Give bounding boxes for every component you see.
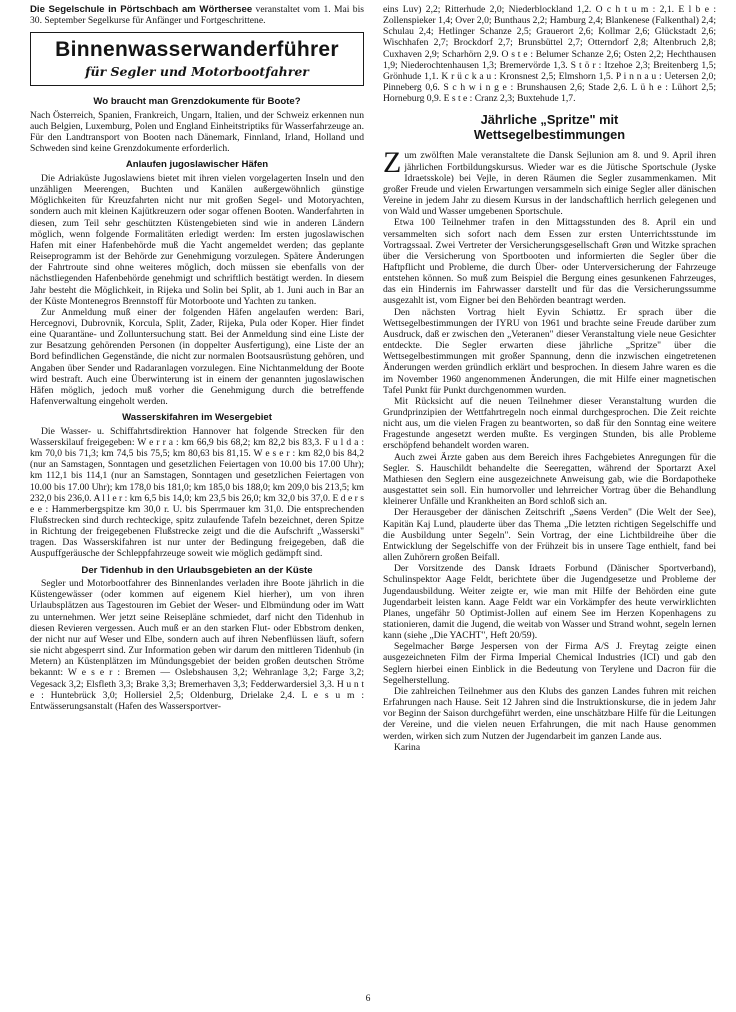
tidenhub-continuation: eins Luv) 2,2; Ritterhude 2,0; Niederblockland 1,2. O c h t u m : 2,1. E l b e : Zollenspieker 1,4; Over 2,0; Bunthaus 2,2; Hamburg 2,4; Blankenese (Falkenthal) 2,4; Schulau 2,4; Hetlinger Schanze 2,5; Grauerort 2,6; Kollmar 2,6; Glückstadt 2,6; Wischhafen 2,7; Brockdorf 2,7; Brunsbüttel 2,7; Otterndorf 2,8; Altenbruch 2,8; Cuxhaven 2,9; Scharhörn 2,9. O s t e : Belumer Schanze 2,6; Osten 2,2; Hechthausen 1,9; Niederochtenhausen 1,3; Bremervörde 1,3. S t ö r : Itzehoe 2,3; Breitenberg 1,5; Grönhude 1,1. K r ü c k a u : Kronsnest 2,5; Elmshorn 1,5. P i n n a u : Uetersen 2,0; Pinneberg 0,6. S c h w i n g e : Brunshausen 2,6; Stade 2,6. L ü h e : Lühort 2,5; Horneburg 0,9. E s t e : Cranz 2,3; Buxtehude 1,7. [383, 4, 716, 105]
section-heading: Wo braucht man Grenzdokumente für Boote? [93, 96, 301, 108]
intro-paragraph [30, 4, 364, 26]
intro-text: veranstaltet vom 1. Mai bis 30. September Segelkurse für Anfänger und Fortgeschrittene. [30, 4, 364, 27]
paragraph: Der Vorsitzende des Dansk Idraets Forbund (Dänischer Sportverband), Schulinspektor Aage Feldt, berichtete über die Jugendgesetze und Probleme der Jugendausbildung. Weiter zeigte er, wie man mit Hilfe der Behörden eine gute Jugendarbeit leisten kann. Aage Feldt war ein Vorkämpfer des heute verwirklichten Planes, ungefähr 50 Optimist-Jollen auf einem See im Herzen Kopenhagens zu stationieren, damit die Jugend, die weitab von Wasser und Strand wohnt, segeln lernen kann (siehe „Die YACHT", Heft 20/59). [383, 563, 716, 642]
paragraph: Mit Rücksicht auf die neuen Teilnehmer dieser Veranstaltung wurden die Grundprinzipien der Wettfahrtregeln noch einmal durchgesprochen. Die Zeit reichte nicht aus, um die vielen Fragen zu beantworten, so daß für den Sonntag eine weitere Fragestunde angesetzt werden mußte. Es vergingen Stunden, bis alle Probleme erschöpfend behandelt worden waren. [383, 395, 716, 452]
article-first-paragraph [383, 146, 716, 218]
first-paragraph-text: um zwölften Male veranstaltete die Dansk Sejlunion am 8. und 9. April ihren jährlichen Fortbildungskursus. Wieder war es die Jütische Sportschule (Jyske Idraetsskole) bei Vejle, in deren Räumen die Segler zusammenkamen. Mit großer Freude und vielen Erwartungen versammeln sich einige Segler aller dänischen Vereine in jedem Jahr zu diesem Kursus in der landschaftlich herrlich gelegenen und von Wald und Wasser umgebenen Sportschule. [383, 150, 716, 218]
paragraph: Auch zwei Ärzte gaben aus dem Bereich ihres Fachgebietes Anregungen für die Segler. S. Hauschildt behandelte die Seeregatten, während der Sportarzt Axel Mathiesen den Seglern eine ausgezeichnete Anweisung gab, wie die Bordapotheke ausgestattet sein soll. Ein humorvoller und lehrreicher Vortrag über die Behandlung kleinerer Unfälle und Krankheiten an Bord schloß sich an. [383, 451, 716, 508]
paragraph: Nach Österreich, Spanien, Frankreich, Ungarn, Italien, und der Schweiz erkennen nun auch Belgien, Luxemburg, Polen und England Einheitstriptiks für Wasserfahrzeuge an. Für den Landtransport von Booten nach Dänemark, Finnland, Irland, Holland und Schweden sind keine Grenzdokumente erforderlich. [30, 109, 364, 155]
page-number: 6 [365, 993, 371, 1004]
paragraph: Zur Anmeldung muß einer der folgenden Häfen angelaufen werden: Bari, Hercegnovi, Dubrovnik, Korcula, Split, Zader, Rijeka, Pula oder Koper. Hier findet eine Quarantäne- und Zolluntersuchung statt. Bei der Anmeldung sind eine Liste der zur Besatzung gehörenden Personen (in doppelter Ausfertigung), eine Liste der an Bord befindlichen Gegenstände, die nicht zur normalen Bootsausrüstung gehören, und Angaben über Sender und Radaranlagen vorzulegen. Eine Nichtanmeldung der Boote wird bestraft. Auch eine Überwinterung ist in einem der genannten jugoslawischen Häfen möglich, jedoch muß vorher die Genehmigung durch die betreffende Hafenverwaltung eingeholt werden. [30, 306, 364, 408]
section-heading: Anlaufen jugoslawischer Häfen [125, 159, 269, 171]
author-signature: Karina [394, 741, 421, 753]
article-title-line1: Jährliche „Spritze" mit [480, 112, 619, 128]
header-box-subtitle: für Segler und Motorbootfahrer [85, 64, 309, 80]
paragraph: Die Adriaküste Jugoslawiens bietet mit ihren vielen vorgelagerten Inseln und den unzähligen Meerengen, Buchten und Kanälen außergewöhnlich günstige Möglichkeiten für Kreuzfahrten nicht nur mit großen Segel- und Motoryachten, sondern auch mit kleinen Kajütkreuzern oder sogar offenen Booten. Wanderfahrten in diesen, zum Teil sehr geschützten Küstengebieten sind wie in anderen Ländern möglich, wenn folgende Formalitäten erledigt werden: Im ersten jugoslawischen Hafen mit einer Hafenbehörde muß die Yacht angemeldet werden; das geplante Reiseprogramm ist der Behörde zur Genehmigung vorzulegen. Spätere Änderungen der Fahrtroute sind ohne weiteres möglich, doch müssen sie ebenfalls von der nächstliegenden Hafenbehörde genehmigt und schriftlich bestätigt werden. In diesem Jahr besteht die Möglichkeit, in Rijeka und Solin bei Split, ab 1. Juni auch in Bar an der Küste Montenegros Brennstoff für Motorboote und Yachten zu tanken. [30, 172, 364, 307]
section-grenzdokumente [30, 96, 364, 154]
section-jugoslawische-haefen [30, 159, 364, 407]
header-box [30, 32, 364, 86]
section-heading: Wasserskifahren im Wesergebiet [122, 412, 272, 424]
left-column [30, 4, 364, 712]
header-box-title: Binnenwasserwanderführer [55, 38, 339, 62]
paragraph: Der Herausgeber der dänischen Zeitschrift „Søens Verden" (Die Welt der See), Kapitän Kaj Lund, plauderte über das Thema „Die letzten richtigen Segelschiffe und die Ausbildung unter Segeln". Sein Vortrag, der eine Lichtbildreihe über die Entwicklung der Segelschiffe von der Frühzeit bis in unsere Tage enthielt, fand bei allen Zuhörern großen Beifall. [383, 507, 716, 564]
paragraph: Den nächsten Vortrag hielt Eyvin Schiøttz. Er sprach über die Wettsegelbestimmungen der IYRU von 1961 und brachte seine Freude darüber zum Ausdruck, daß er zwischen den „Veteranen" dieser Veranstaltung viele neue Gesichter entdeckte. Die Segler erwarten diese jährliche „Spritze" über die Wettsegelbestimmungen mit großer Spannung, denn die inzwischen eingetretenen Änderungen werden gründlich erklärt und besprochen. In diesem Jahre waren es die im November 1960 angenommenen Änderungen, die mit Hilfe einer magnetischen Tafel Punkt für Punkt durchgenommen wurden. [383, 306, 716, 396]
intro-heading: Die Segelschule in Pörtschbach am Wörthersee [30, 4, 253, 15]
article-title-line2: Wettsegelbestimmungen [473, 127, 626, 143]
section-wasserski [30, 412, 364, 559]
section-heading: Der Tidenhub in den Urlaubsgebieten an der Küste [81, 564, 313, 576]
right-column [383, 4, 716, 753]
paragraph: Die Wasser- u. Schiffahrtsdirektion Hannover hat folgende Strecken für den Wasserskilauf freigegeben: W e r r a : km 66,9 bis 68,2; km 82,2 bis 83,3. F u l d a : km 70,0 bis 71,3; km 74,5 bis 75,5; km 80,63 bis 81,15. W e s e r : km 82,0 bis 84,2 (nur an Samstagen, Sonntagen und gesetzlichen Feiertagen von 10.00 bis 17.00 Uhr); km 112,1 bis 114,1 (nur an Samstagen, Sonntagen und gesetzlichen Feiertagen von 10.00 bis 17.00 Uhr); km 178,0 bis 181,0; km 185,0 bis 188,0; km 209,0 bis 213,5; km 232,0 bis 236,0. A l l e r : km 6,5 bis 14,0; km 23,5 bis 26,0; km 32,0 bis 37,0. E d e r s e e : Hammerbergspitze km 30,0 r. U. bis Sperrmauer km 31,0. Die entsprechenden Flußstrecken sind durch rechteckige, spitz zulaufende Tafeln bezeichnet, deren Spitze in Richtung der freigegebenen Flußstrecke zeigt und die die Aufschrift „Wasserski" tragen. Das Wasserskifahren ist nur unter der Bedingung freigegeben, daß die Auspuffgeräusche der Schleppfahrzeuge soweit wie möglich gedämpft sind. [30, 425, 364, 560]
paragraph: Die zahlreichen Teilnehmer aus den Klubs des ganzen Landes fuhren mit reichen Erfahrungen nach Hause. Seit 12 Jahren sind die Instruktionskurse, die in jedem Jahr vor Beginn der Saison durchgeführt werden, eine unschätzbare Hilfe für die Leitungen der Vereine, und die vielen neuen Erfahrungen, die mit nach Hause genommen werden, wirken sich zum Nutzen der Jugendarbeit im ganzen Lande aus. [383, 685, 716, 742]
section-tidenhub [30, 565, 364, 712]
drop-cap: Z [383, 146, 402, 180]
paragraph: Segler und Motorbootfahrer des Binnenlandes verladen ihre Boote jährlich in die Küstengewässer (oder kommen auf eigenem Kiel hierher), um von ihren Urlaubsplätzen aus Tagestouren im Gebiet der Weser- und Elbmündung oder im Watt zu unternehmen. Wer jetzt seine Reisepläne schmiedet, darf nicht den Tidenhub in diesen Revieren vergessen. Auch muß er an den starken Flut- oder Ebbstrom denken, der nicht nur auf Weser und Elbe, sondern auch auf ihren Nebenflüssen läuft, sofern sie nicht abgesperrt sind. Zur Information geben wir darum den mittleren Tidenhub (in Metern) an Küstenplätzen im Mündungsgebiet der beiden großen deutschen Ströme bekannt: W e s e r : Bremen — Oslebshausen 3,2; Wehranlage 3,2; Farge 3,2; Vegesack 3,2; Elsfleth 3,3; Brake 3,3; Bremerhaven 3,3; Fedderwardersiel 3,3. H u n t e : Huntebrück 3,0; Hollersiel 2,5; Oldenburg, Drielake 2,4. L e s u m : Entwässerungsanstalt (Hafen des Wassersportver- [30, 578, 364, 712]
article-title [383, 112, 716, 142]
paragraph: Etwa 100 Teilnehmer trafen in den Mittagsstunden des 8. April ein und versammelten sich sofort nach dem Essen zur ersten Unterrichtsstunde im Vortragssaal. Zwei Vertreter der Versicherungsgesellschaft Grøn und Witzke sprachen über die Versicherung von Sportbooten und informierten die Segler über die Haftpflicht und Probleme, die durch Über- oder Unterversicherung der Fahrzeuge entstehen können. So muß zum Beispiel die Bergung eines gesunkenen Fahrzeuges, das ein Hindernis im Fahrwasser darstellt und für das die Versicherungssumme ausgezahlt ist, vom Eigner bei den Behörden beantragt werden. [383, 217, 716, 307]
paragraph: Segelmacher Børge Jespersen von der Firma A/S J. Freytag zeigte einen ausgezeichneten Film der Firma Imperial Chemical Industries (ICI) und gab den Seglern hierbei einen Einblick in die Bedeutung von Terylene und Dacron für die Segelherstellung. [383, 641, 716, 686]
